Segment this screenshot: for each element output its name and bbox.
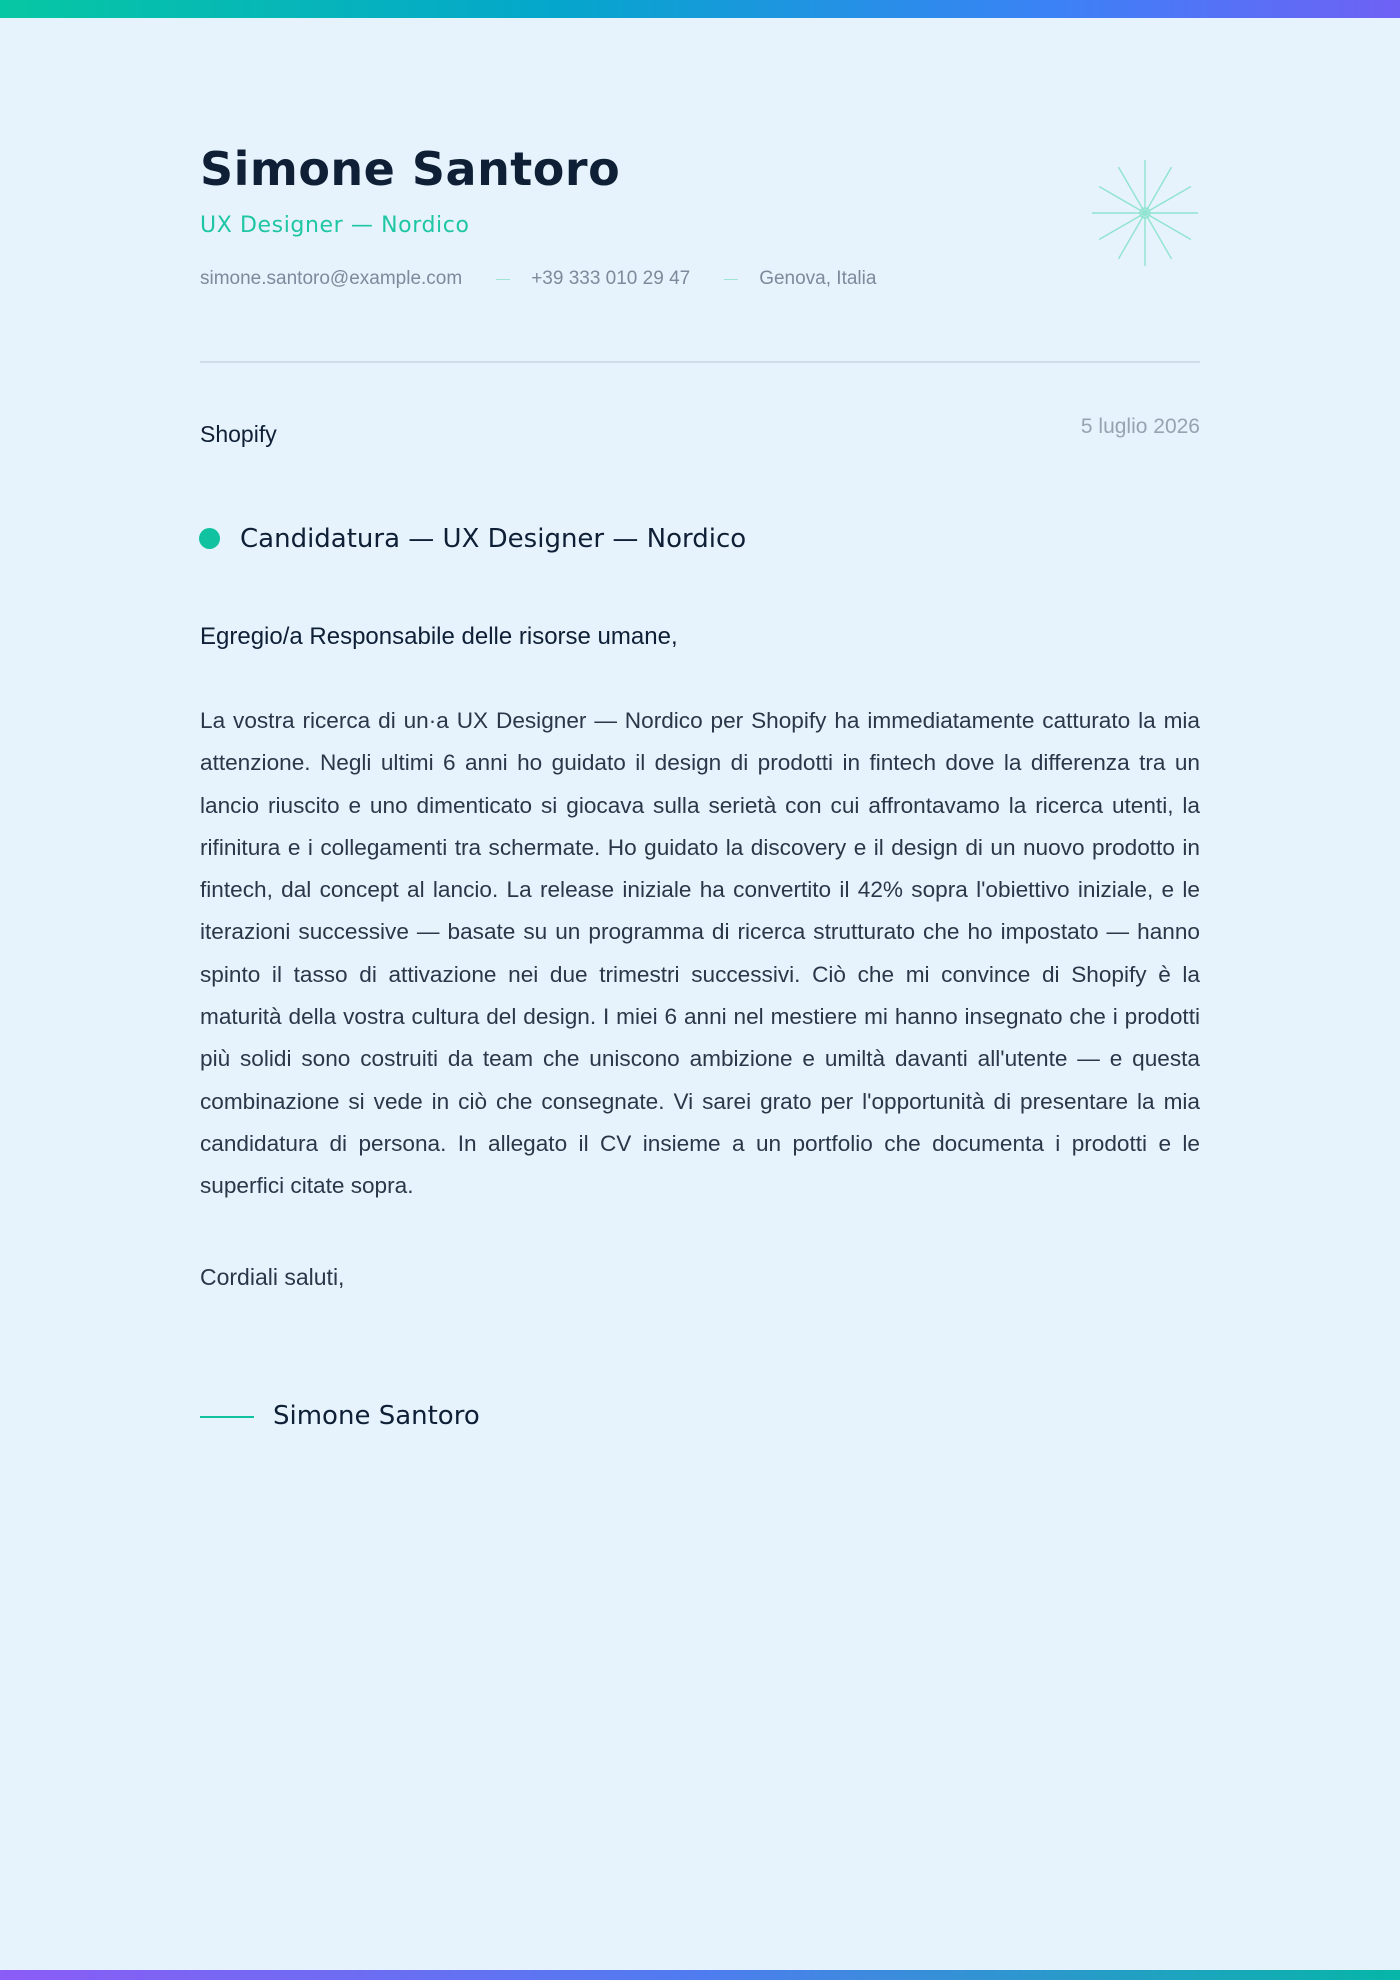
contact-separator xyxy=(496,279,510,280)
top-accent-bar xyxy=(0,0,1400,18)
contact-line xyxy=(200,268,876,290)
closing: Cordiali saluti, xyxy=(200,1264,345,1290)
location-text: Genova, Italia xyxy=(759,268,877,289)
letter-body: La vostra ricerca di un·a UX Designer — Nordico per Shopify ha immediatamente catturato la mia attenzione. Negli ultimi 6 anni ho guidato il design di prodotti in fintech dove la differenza tra un lancio riuscito e uno dimenticato si giocava sulla serietà con cui affrontavamo la ricerca utenti, la rifinitura e i collegamenti tra schermate. Ho guidato la discovery e il design di un nuovo prodotto in fintech, dal concept al lancio. La release iniziale ha convertito il 42% sopra l'obiettivo iniziale, e le iterazioni successive — basate su un programma di ricerca strutturato che ho impostato — hanno spinto il tasso di attivazione nei due trimestri successivi. Ciò che mi convince di Shopify è la maturità della vostra cultura del design. I miei 6 anni nel mestiere mi hanno insegnato che i prodotti più solidi sono costruiti da team che uniscono ambizione e umiltà davanti all'utente — e questa combinazione si vede in ciò che consegnate. Vi sarei grato per l'opportunità di presentare la mia candidatura di persona. In allegato il CV insieme a un portfolio che documenta i prodotti e le superfici citate sopra. xyxy=(200,708,1200,1199)
starburst-icon xyxy=(1090,158,1200,268)
signature-name: Simone Santoro xyxy=(273,1401,480,1431)
sender-name: Simone Santoro xyxy=(200,142,621,196)
subject-bullet xyxy=(199,528,220,549)
subject-line: Candidatura — UX Designer — Nordico xyxy=(240,524,747,554)
letter-date: 5 luglio 2026 xyxy=(1080,415,1200,438)
header-divider xyxy=(200,361,1200,363)
contact-separator xyxy=(724,279,738,280)
salutation: Egregio/a Responsabile delle risorse umane, xyxy=(200,623,678,650)
email-text: simone.santoro@example.com xyxy=(200,268,463,289)
sender-title: UX Designer — Nordico xyxy=(200,213,470,238)
phone-text: +39 333 010 29 47 xyxy=(531,268,691,289)
bottom-accent-bar xyxy=(0,1970,1400,1980)
signature-rule xyxy=(200,1416,254,1418)
recipient-company: Shopify xyxy=(200,421,277,447)
